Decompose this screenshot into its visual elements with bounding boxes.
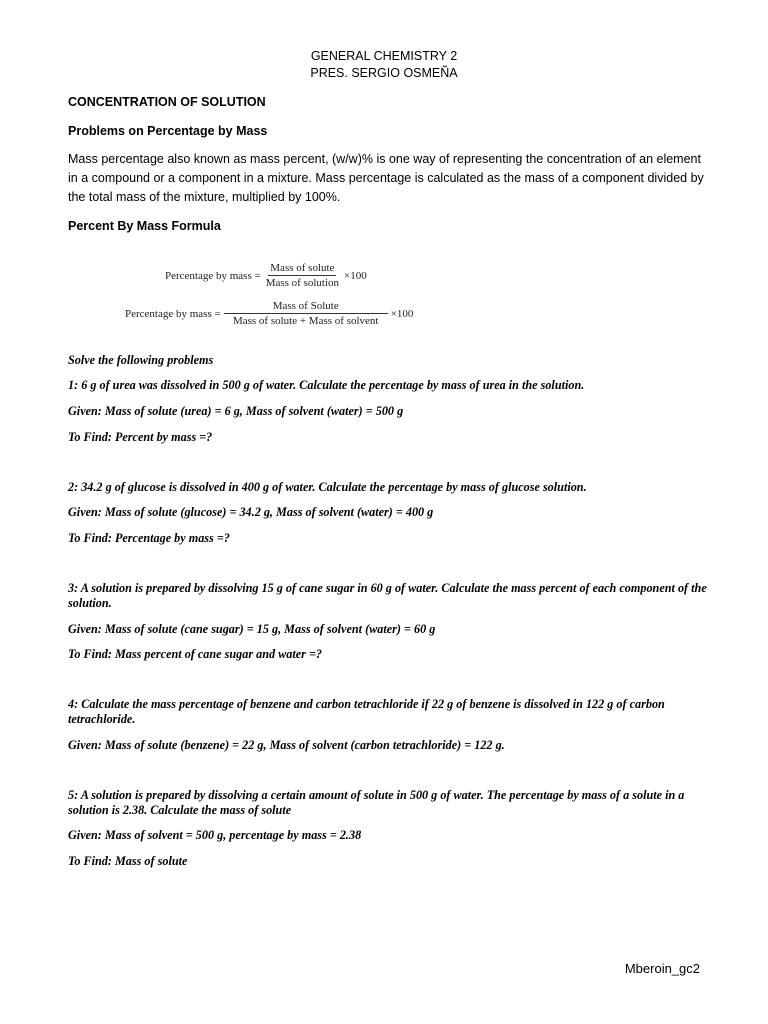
- problem-1-question: 1: 6 g of urea was dissolved in 500 g of water. Calculate the percentage by mass of urea in the solution.: [68, 378, 585, 392]
- problem-5-question: 5: A solution is prepared by dissolving a certain amount of solute in 500 g of water. The percentage by mass of a solute in a solution is 2.38. Calculate the mass of solute: [68, 788, 685, 817]
- formula-1-denominator: Mass of solution: [265, 277, 340, 289]
- course-title: GENERAL CHEMISTRY 2: [310, 49, 458, 63]
- formula-2-denominator: Mass of solute + Mass of solvent: [232, 315, 379, 327]
- problem-5-find: To Find: Mass of solute: [68, 854, 188, 868]
- problem-2-find: To Find: Percentage by mass =?: [68, 531, 230, 545]
- formula-1-fraction: [264, 262, 341, 289]
- formula-2-fraction: [224, 300, 388, 327]
- problem-3-find: To Find: Mass percent of cane sugar and water =?: [68, 647, 322, 661]
- problem-3-question: 3: A solution is prepared by dissolving 15 g of cane sugar in 60 g of water. Calculate the mass percent of each component of the solution.: [68, 581, 707, 610]
- formula-1-label: Percentage by mass =: [165, 269, 261, 282]
- footer-author: Mberoin_gc2: [624, 961, 700, 976]
- problem-2-question: 2: 34.2 g of glucose is dissolved in 400 g of water. Calculate the percentage by mass of glucose solution.: [68, 480, 587, 494]
- formula-1-numerator: Mass of solute: [270, 262, 335, 274]
- formula-image: [125, 262, 445, 340]
- problem-2-given: Given: Mass of solute (glucose) = 34.2 g, Mass of solvent (water) = 400 g: [68, 505, 434, 519]
- formula-heading: Percent By Mass Formula: [68, 219, 221, 233]
- problem-1-given: Given: Mass of solute (urea) = 6 g, Mass of solvent (water) = 500 g: [68, 404, 404, 418]
- problem-1-find: To Find: Percent by mass =?: [68, 430, 213, 444]
- formula-2-numerator: Mass of Solute: [224, 300, 388, 314]
- section-title: CONCENTRATION OF SOLUTION: [68, 95, 266, 109]
- formula-1-multiplier: ×100: [344, 269, 367, 282]
- problem-4-question: 4: Calculate the mass percentage of benzene and carbon tetrachloride if 22 g of benzene is dissolved in 122 g of carbon tetrachloride.: [68, 697, 665, 726]
- document-header: [0, 48, 768, 82]
- formula-2-label: Percentage by mass =: [125, 307, 221, 320]
- problem-3-given: Given: Mass of solute (cane sugar) = 15 g, Mass of solvent (water) = 60 g: [68, 622, 436, 636]
- formula-2-multiplier: ×100: [390, 307, 414, 320]
- intro-paragraph: Mass percentage also known as mass percent, (w/w)% is one way of representing the concentration of an element in a compound or a component in a mixture. Mass percentage is calculated as the mass of a component divided by the total mass of the mixture, multiplied by 100%.: [68, 152, 704, 204]
- problem-4-given: Given: Mass of solute (benzene) = 22 g, Mass of solvent (carbon tetrachloride) = 122 g.: [68, 738, 505, 752]
- school-name: PRES. SERGIO OSMEÑA: [310, 66, 458, 80]
- instructions: Solve the following problems: [68, 353, 214, 367]
- formula-1: [165, 262, 367, 289]
- formula-2: [125, 300, 413, 327]
- subtitle: Problems on Percentage by Mass: [68, 124, 268, 138]
- problem-5-given: Given: Mass of solvent = 500 g, percentage by mass = 2.38: [68, 828, 362, 842]
